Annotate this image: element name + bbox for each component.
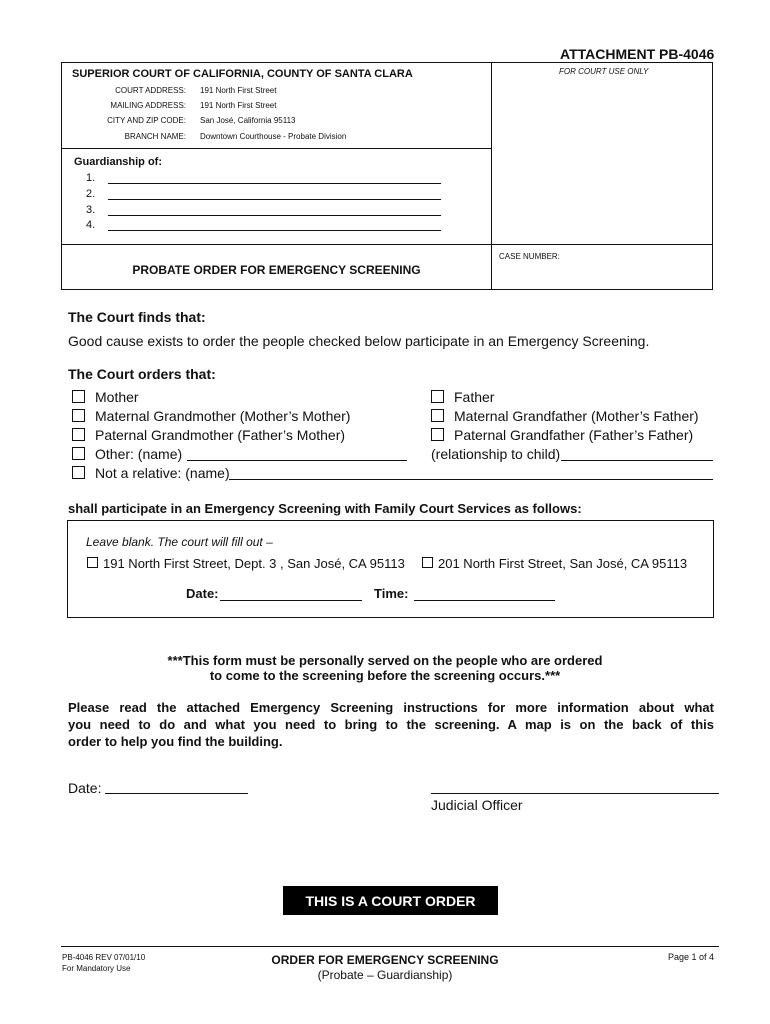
footer-rule [61,946,719,947]
label-location-dept3: 191 North First Street, Dept. 3 , San José, CA 95113 [103,556,405,571]
signature-date-line[interactable] [105,793,248,794]
checkbox-paternal-grandfather[interactable] [431,428,444,441]
label-paternal-grandmother: Paternal Grandmother (Father’s Mother) [95,427,346,443]
notice-line-1: ***This form must be personally served on the people who are ordered [167,653,603,668]
court-order-banner: THIS IS A COURT ORDER [283,886,498,915]
instructions-line-1: Please read the attached Emergency Screening instructions for more information about what [68,700,714,715]
checkbox-paternal-grandmother[interactable] [72,428,85,441]
branch-label: BRANCH NAME: [124,132,186,141]
footer-title: ORDER FOR EMERGENCY SCREENING [271,953,499,967]
findings-text: Good cause exists to order the people checked below participate in an Emergency Screening. [68,333,650,349]
ward-number-4: 4. [86,219,96,231]
screening-time-line[interactable] [414,600,555,601]
findings-heading: The Court finds that: [68,309,206,325]
label-other: Other: (name) [95,446,183,462]
relationship-label: (relationship to child) [431,446,561,462]
mailing-address-label: MAILING ADDRESS: [110,101,186,110]
notice-line-2: to come to the screening before the screening occurs.*** [209,668,561,683]
ward-name-line-1[interactable] [108,183,441,184]
court-address-label: COURT ADDRESS: [115,86,186,95]
signature-date-label: Date: [68,780,102,796]
case-number-label: CASE NUMBER: [499,252,560,261]
label-mother: Mother [95,389,139,405]
checkbox-maternal-grandfather[interactable] [431,409,444,422]
checkbox-mother[interactable] [72,390,85,403]
for-court-use-label: FOR COURT USE ONLY [559,67,649,76]
city-zip: San José, California 95113 [200,116,296,125]
ward-name-line-2[interactable] [108,199,441,200]
label-location-201: 201 North First Street, San José, CA 95113 [438,556,688,571]
city-zip-label: CITY AND ZIP CODE: [107,116,186,125]
ward-number-1: 1. [86,172,96,184]
ward-number-3: 3. [86,204,96,216]
checkbox-not-relative[interactable] [72,466,85,479]
judicial-officer-signature-line[interactable] [431,793,719,794]
ward-number-2: 2. [86,188,96,200]
form-title: PROBATE ORDER FOR EMERGENCY SCREENING [132,263,421,277]
footer-subtitle: (Probate – Guardianship) [317,968,453,982]
checkbox-other[interactable] [72,447,85,460]
ward-name-line-3[interactable] [108,215,441,216]
mailing-address: 191 North First Street [200,101,277,110]
label-maternal-grandmother: Maternal Grandmother (Mother’s Mother) [95,408,351,424]
screening-heading: shall participate in an Emergency Screening with Family Court Services as follows: [68,501,582,516]
attachment-number: ATTACHMENT PB-4046 [560,46,715,62]
screening-date-line[interactable] [220,600,362,601]
label-not-relative: Not a relative: (name) [95,465,230,481]
label-paternal-grandfather: Paternal Grandfather (Father’s Father) [454,427,694,443]
screening-note: Leave blank. The court will fill out – [86,535,273,549]
branch-name: Downtown Courthouse - Probate Division [200,132,347,141]
relationship-line[interactable] [561,460,713,461]
judicial-officer-label: Judicial Officer [431,797,523,813]
other-name-line[interactable] [187,460,407,461]
checkbox-location-201[interactable] [422,557,433,568]
instructions-line-3: order to help you find the building. [68,734,283,749]
instructions-line-2: you need to do and what you need to bring to the screening. A map is on the back of this [68,717,714,732]
checkbox-location-dept3[interactable] [87,557,98,568]
label-father: Father [454,389,495,405]
page-number: Page 1 of 4 [667,952,714,962]
screening-time-label: Time: [374,586,409,601]
checkbox-father[interactable] [431,390,444,403]
screening-date-label: Date: [186,586,219,601]
court-name: SUPERIOR COURT OF CALIFORNIA, COUNTY OF SANTA CLARA [72,68,413,80]
label-maternal-grandfather: Maternal Grandfather (Mother’s Father) [454,408,699,424]
caption-hline-2 [61,244,713,245]
mandatory-use: For Mandatory Use [62,964,131,973]
not-relative-name-line[interactable] [229,479,713,480]
caption-divider [491,62,492,290]
caption-hline-1 [61,148,492,149]
guardianship-label: Guardianship of: [74,156,162,168]
court-address: 191 North First Street [200,86,277,95]
caption-box [61,62,713,290]
orders-heading: The Court orders that: [68,366,216,382]
form-revision: PB-4046 REV 07/01/10 [62,953,146,962]
checkbox-maternal-grandmother[interactable] [72,409,85,422]
ward-name-line-4[interactable] [108,230,441,231]
